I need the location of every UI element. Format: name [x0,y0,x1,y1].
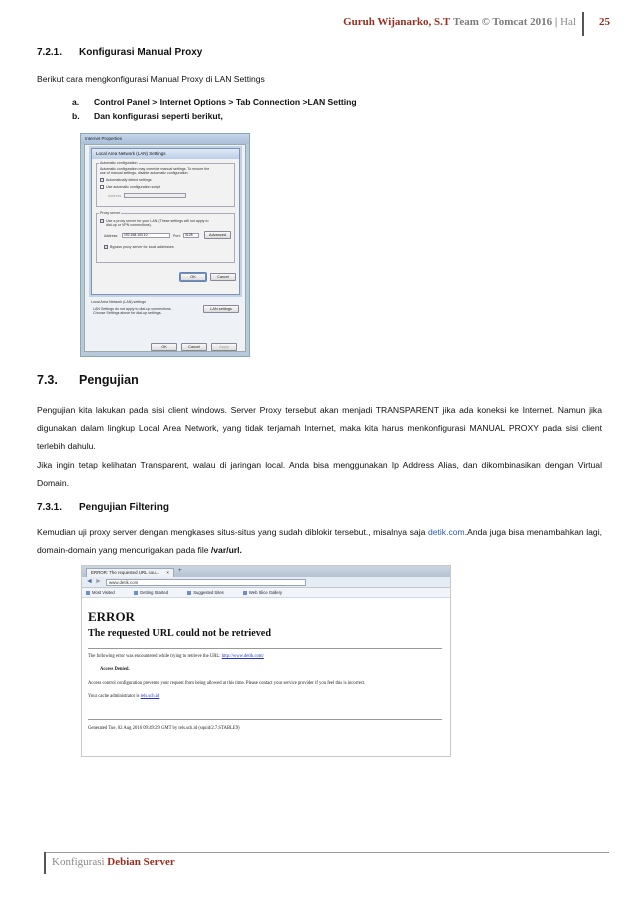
bypass-label: Bypass proxy server for local addresses [110,245,174,249]
use-proxy-label-2: dial-up or VPN connections). [106,223,152,227]
nav-bar [82,577,450,588]
list-text: Dan konfigurasi seperti berikut, [94,111,223,121]
proxy-address-label: Address: [104,234,119,238]
auto-config-label: Automatic configuration [100,161,138,165]
file-path: /var/url. [210,545,242,555]
checkbox-checked-icon [100,219,104,223]
bypass-checkbox[interactable] [104,245,174,249]
list-item [72,97,357,107]
list-text: Control Panel > Internet Options > Tab Connection >LAN Setting [94,97,357,107]
bookmarks-bar [82,588,450,598]
section-7-2-1-heading [37,47,202,58]
outer-apply-button[interactable]: Apply [211,343,237,351]
auto-detect-checkbox[interactable] [100,178,152,182]
header-author: Guruh Wijanarko, S.T [343,16,451,28]
lan-desc-2: Choose Settings above for dial-up settings. [93,311,162,315]
bookmark-label: Getting Started [139,590,169,595]
bookmark-icon [134,591,138,595]
filtering-text-1: Kemudian uji proxy server dengan mengkases situs-situs yang sudah diblokir tersebut., misalnya saja [37,527,428,537]
divider [88,648,442,649]
section-number: 7.2.1. [37,47,63,58]
bookmark-item[interactable] [86,590,124,595]
outer-ok-button[interactable]: OK [151,343,177,351]
lan-section-label: Local Area Network (LAN) settings [91,300,146,304]
footer-rule [44,852,609,853]
bookmark-icon [187,591,191,595]
use-script-label: Use automatic configuration script [106,185,161,189]
bookmark-label: Suggested Sites [193,590,224,595]
footer-right: Debian Server [107,856,175,868]
proxy-address-field[interactable]: 192.168.100.10 [122,233,170,238]
lan-desc-1: LAN Settings do not apply to dial-up connections. [93,307,172,311]
header-divider [582,12,584,36]
ok-button[interactable]: OK [180,273,206,281]
outer-window-title: Internet Properties [81,134,249,144]
list-label: b. [72,111,80,121]
footer-left: Konfigurasi [52,856,105,868]
page-header [0,10,638,36]
error-line-3 [88,694,159,699]
checkbox-icon [100,185,104,189]
generated-line: Generated Tue, 02 Aug 2016 09:49:29 GMT by tels.sch.id (squid/2.7.STABLE9) [88,726,240,731]
intro-paragraph: Berikut cara mengkonfigurasi Manual Proxy di LAN Settings [37,74,265,84]
advanced-button[interactable]: Advanced [204,231,231,239]
use-script-checkbox[interactable] [100,185,160,189]
header-hal: Hal [560,16,576,28]
auto-detect-label: Automatically detect settings [106,178,152,182]
list-item [72,111,223,121]
script-address-label: Address [108,194,122,198]
tab-title: ERROR: The requested URL cou... [91,570,160,575]
error-title: ERROR [88,609,135,624]
tab-close-icon[interactable]: × [166,570,169,575]
header-team: Team © Tomcat 2016 | [453,16,558,28]
error-line-1 [88,654,264,659]
section-7-3-1-heading [37,502,169,513]
dialog-title: Local Area Network (LAN) Settings [92,149,239,159]
browser-tab[interactable] [86,568,174,577]
footer-divider [44,852,46,874]
checkbox-checked-icon [100,178,104,182]
error-line-1-text: The following error was encountered while trying to retrieve the URL: [88,654,222,659]
section-7-3-heading [37,373,139,387]
section-number: 7.3.1. [37,502,63,513]
error-line-3-text: Your cache administrator is [88,694,141,699]
tab-bar [82,566,450,577]
lan-settings-dialog [91,148,240,295]
error-line-2: Access control configuration prevents your request from being allowed at this time. Please contact your service provider if you feel this is incorrect. [88,681,366,686]
cancel-button[interactable]: Cancel [210,273,236,281]
list-label: a. [72,97,80,107]
bookmark-icon [86,591,90,595]
bookmark-label: Web Slice Gallery [248,590,283,595]
port-label: Port: [173,234,181,238]
filtering-paragraph [37,523,602,559]
bookmark-item[interactable] [134,590,177,595]
section-title: Konfigurasi Manual Proxy [79,47,203,58]
url-bar[interactable]: www.detik.com [106,579,306,586]
admin-link[interactable]: tels.sch.id [140,694,160,699]
port-field[interactable]: 3128 [183,233,199,238]
section-title: Pengujian [79,373,139,387]
page-footer [52,856,175,868]
divider [88,719,442,720]
bookmark-label: Most Visited [92,590,115,595]
section-number: 7.3. [37,373,58,387]
internet-properties-window [84,144,246,352]
pengujian-paragraph-1: Pengujian kita lakukan pada sisi client windows. Server Proxy tersebut akan menjadi TRANSPARENT jika ada koneksi ke Internet. Namun jika digunakan dalam lingkup Local Area Network, yang tidak terjamah Internet, maka kita harus menkonfigurasi MANUAL PROXY pada sisi client terlebih dahulu. [37,405,602,451]
page-number: 25 [599,16,610,28]
outer-cancel-button[interactable]: Cancel [181,343,207,351]
error-subtitle: The requested URL could not be retrieved [88,628,271,639]
section-title: Pengujian Filtering [79,502,170,513]
new-tab-icon[interactable]: + [178,568,182,574]
lan-settings-screenshot [80,133,250,357]
browser-error-screenshot [81,565,451,757]
use-proxy-label-1: Use a proxy server for your LAN (These settings will not apply to [106,219,209,223]
forward-arrow-icon[interactable]: ► [95,578,102,585]
bookmark-item[interactable] [243,590,291,595]
proxy-server-label: Proxy server [100,211,121,215]
checkbox-checked-icon [104,245,108,249]
error-url-link[interactable]: http://www.detik.com/ [221,654,264,659]
auto-config-desc-2: use of manual settings, disable automatic configuration. [100,171,189,175]
lan-settings-button[interactable]: LAN settings [203,305,239,313]
detik-link[interactable]: detik.com [427,527,465,537]
back-arrow-icon[interactable]: ◄ [86,578,93,585]
access-denied: Access Denied. [100,667,130,672]
auto-config-desc-1: Automatic configuration may override manual settings. To ensure the [100,167,210,171]
bookmark-icon [243,591,247,595]
filtering-text-2: .Anda juga bisa menambahkan lagi, domain-domain yang mencurigakan pada file [37,527,603,555]
header-text [343,16,576,28]
pengujian-paragraph-2: Jika ingin tetap kelihatan Transparent, walau di jaringan local. Anda bisa menggunakan Ip Address Alias, dan dikombinasikan dengan Virtual Domain. [37,460,602,488]
bookmark-item[interactable] [187,590,233,595]
script-address-field[interactable] [124,193,186,198]
